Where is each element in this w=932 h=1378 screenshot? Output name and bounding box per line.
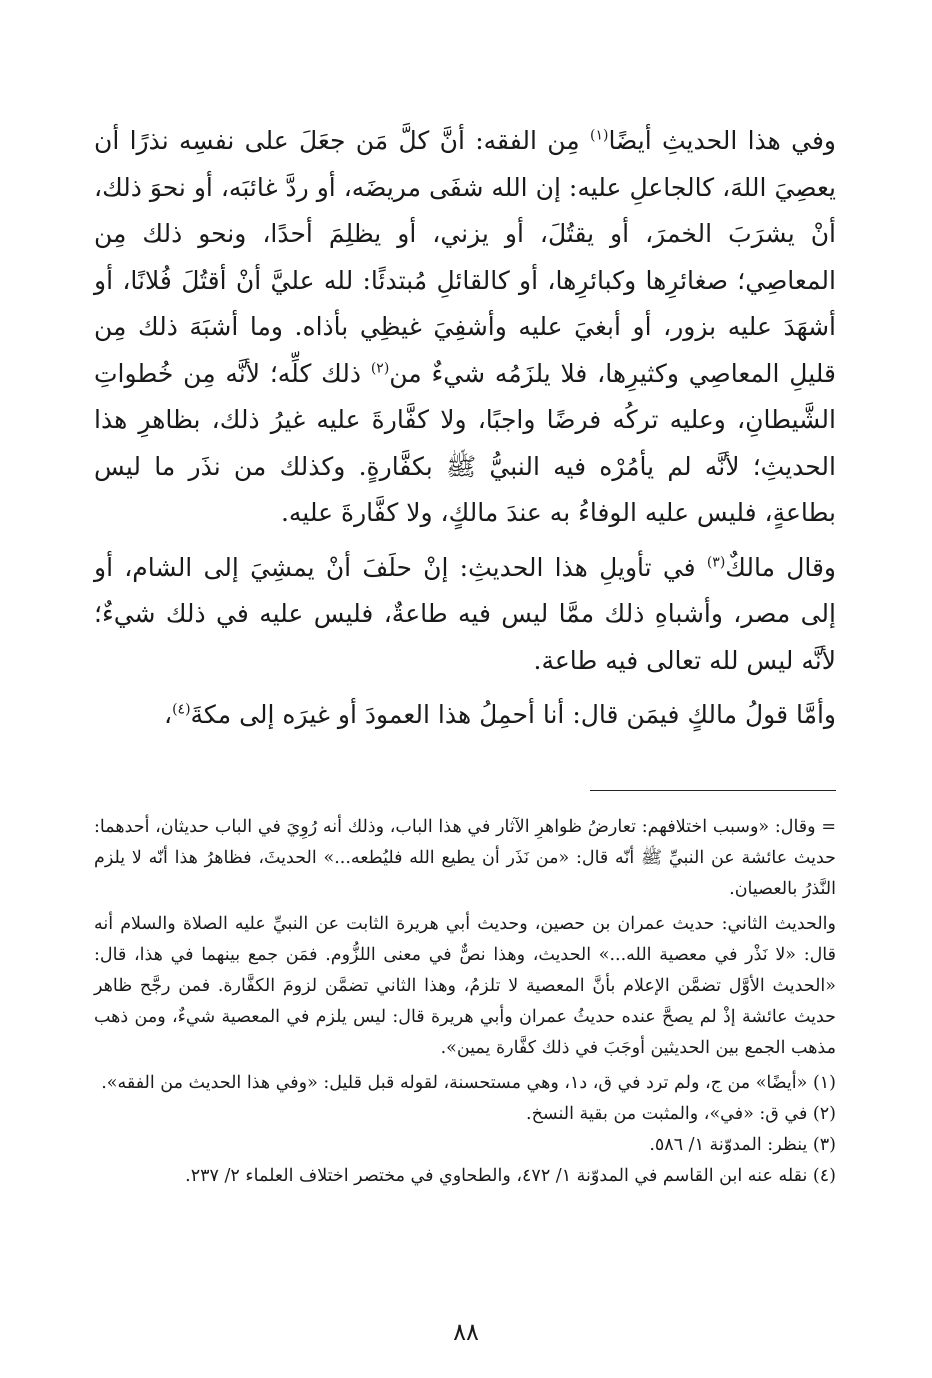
footnote-item-3: (٣) ينظر: المدوّنة ١/ ٥٨٦. xyxy=(649,1135,836,1155)
paragraph-3-text-a: وأمَّا قولُ مالكٍ فيمَن قال: أنا أحمِلُ هذا العمودَ أو غيرَه إلى مكةَ xyxy=(190,700,836,729)
footnote-continuation-para: والحديث الثاني: حديث عمران بن حصين، وحديث أبي هريرة الثابت عن النبيِّ عليه الصلاة والسلام أنه قال: «لا نَذْر في معصية الله...» الحديث، وهذا نصٌّ في معنى اللزُّوم. فمَن جمع بينهما في هذا، قال: «الحديث الأوَّل تضمَّن الإعلام بأنَّ المعصية لا تلزمُ، وهذا الثاني تضمَّن لزومَ الكفَّارة. فمن رجَّح ظاهر حديث عائشة إذْ لم يصحَّ عنده حديثُ عمران وأبي هريرة قال: ليس يلزم في المعصية شيءٌ، ومن ذهب مذهب الجمع بين الحديثين أوجَبَ في ذلك كفَّارة يمين». xyxy=(94,914,836,1058)
footnote-ref-2: (٢) xyxy=(370,360,390,377)
footnote-continuation xyxy=(94,812,836,1064)
paragraph-2-text-a: وقال مالكٌ xyxy=(725,552,837,582)
paragraph-3 xyxy=(94,692,836,739)
paragraph-1-text-c: ذلك كلِّه؛ لأنَّه مِن خُطواتِ الشَّيطانِ، وعليه تركُه فرضًا واجبًا، ولا كفَّارةَ عليه غيرُ ذلك، بظاهرِ هذا الحديثِ؛ لأنَّه لم يأمُرْه فيه النبيُّ ﷺ بكفَّارةٍ. وكذلك من نذَر ما ليس بطاعةٍ، فليس عليه الوفاءُ به عندَ مالكٍ، ولا كفَّارةَ عليه. xyxy=(94,358,836,527)
footnote-ref-3: (٣) xyxy=(706,554,726,571)
paragraph-2 xyxy=(94,545,836,685)
footnote-item-1: (١) «أيضًا» من ج، ولم ترد في ق، د١، وهي مستحسنة، لقوله قبل قليل: «وفي هذا الحديث من الفقه». xyxy=(101,1073,836,1093)
paragraph-2-text-b: في تأويلِ هذا الحديثِ: إنْ حلَفَ أنْ يمشِيَ إلى الشام، أو إلى مصر، وأشباهِ ذلك ممَّا ليس فيه طاعةٌ، فليس عليه في ذلك شيءٌ؛ لأنَّه ليس لله تعالى فيه طاعة. xyxy=(94,552,836,675)
main-text-block xyxy=(94,118,836,739)
paragraph-1-text-b: مِن الفقه: أنَّ كلَّ مَن جعَلَ على نفسِه نذرًا أن يعصِيَ اللهَ، كالجاعلِ عليه: إن الله شفَى مريضَه، أو ردَّ غائبَه، أو نحوَ ذلك، أنْ يشرَبَ الخمرَ، أو يقتُلَ، أو يزني، أو يظلِمَ أحدًا، ونحو ذلك مِن المعاصِي؛ صغائرِها وكبائرِها، أو كالقائلِ مُبتدئًا: لله عليَّ أنْ أقتُلَ فُلانًا، أو أشهَدَ عليه بزور، أو أبغيَ عليه وأشفِيَ غيظِي بأذاه. وما أشبَهَ ذلك مِن قليلِ المعاصِي وكثيرِها، فلا يلزَمُه شيءٌ من xyxy=(94,126,836,388)
paragraph-1 xyxy=(94,118,836,537)
footnotes-block xyxy=(94,812,836,1192)
footnote-ref-4: (٤) xyxy=(172,701,191,718)
paragraph-1-text-a: وفي هذا الحديثِ أيضًا xyxy=(608,126,837,155)
paragraph-3-text-b: ، xyxy=(163,700,173,729)
footnote-continuation-para: = وقال: «وسبب اختلافهم: تعارضُ ظواهرِ الآثار في هذا الباب، وذلك أنه رُوِيَ في الباب حديثان، أحدهما: حديث عائشة عن النبيِّ ﷺ أنّه قال: «من نَذَر أن يطيع الله فليُطعه...» الحديثَ، فظاهرُ هذا أنّه لا يلزم النَّذرُ بالعصيان. xyxy=(94,817,836,899)
footnote-ref-1: (١) xyxy=(589,127,609,144)
footnote-item-2: (٢) في ق: «في»، والمثبت من بقية النسخ. xyxy=(526,1104,836,1124)
footnote-list xyxy=(94,1068,836,1192)
footnote-item-4: (٤) نقله عنه ابن القاسم في المدوّنة ١/ ٤٧٢، والطحاوي في مختصر اختلاف العلماء ٢/ ٢٣٧. xyxy=(185,1166,836,1186)
footnote-separator-rule xyxy=(590,790,836,791)
page-number: ٨٨ xyxy=(453,1318,479,1346)
